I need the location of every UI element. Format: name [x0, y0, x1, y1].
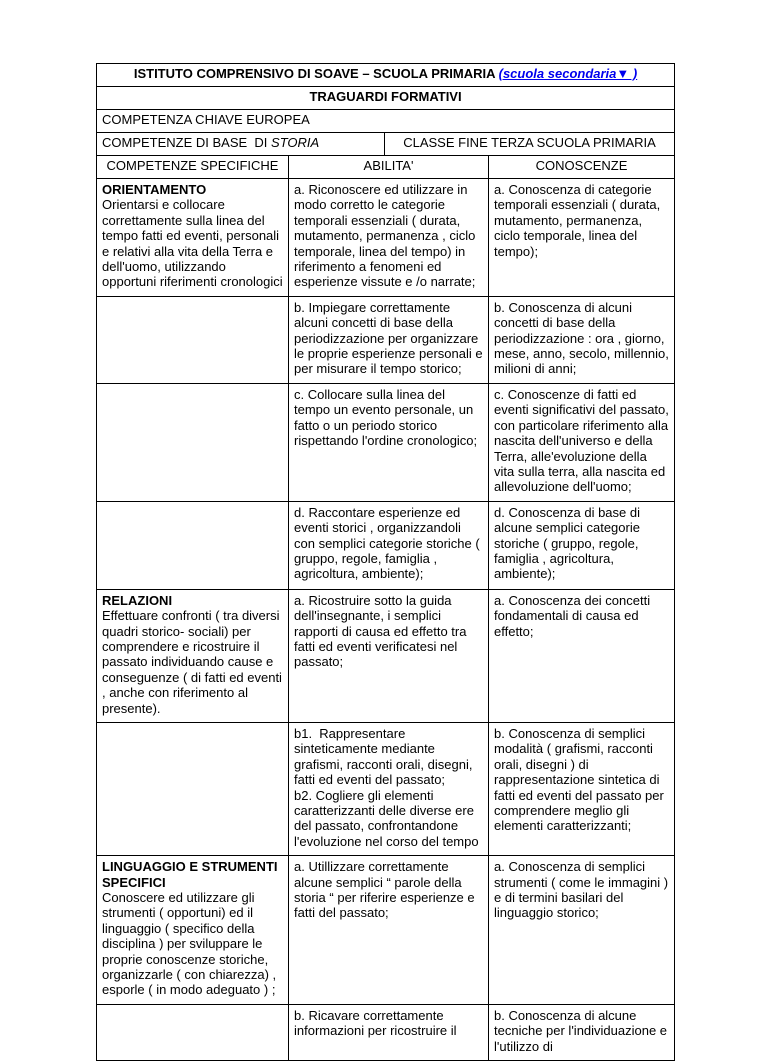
column-header-row	[97, 156, 675, 179]
traguardi-cell	[97, 87, 675, 110]
conoscenze-cell: a. Conoscenza di categorie temporali essenziali ( durata, mutamento, permanenza, ciclo temporale, linea del tempo);	[489, 179, 675, 297]
traguardi-heading: TRAGUARDI FORMATIVI	[309, 89, 462, 104]
competenza-cell	[97, 856, 289, 1005]
competenza-cell-empty	[97, 383, 289, 501]
classe-label: CLASSE FINE TERZA SCUOLA PRIMARIA	[403, 135, 656, 150]
competenza-cell	[97, 589, 289, 722]
table-row	[97, 296, 675, 383]
competenza-text: Effettuare confronti ( tra diversi quadri storico- sociali) per comprendere e ricostruire il passato individuando cause e conseguenze ( di fatti ed eventi , anche con riferimento al presente).	[102, 608, 282, 716]
conoscenze-cell: c. Conoscenze di fatti ed eventi significativi del passato, con particolare riferimento alla nascita dell'universo e della Terra, alle'evoluzione della vita sulla terra, alla nascita ed allevoluzione dell'uomo;	[489, 383, 675, 501]
competenza-cell-empty	[97, 722, 289, 855]
abilita-cell: b1. Rappresentare sinteticamente mediante grafismi, racconti orali, disegni, fatti ed eventi del passato; b2. Cogliere gli elementi caratterizzanti delle diverse ere del passato, confrontandone l'evoluzione nel corso del tempo	[289, 722, 489, 855]
table-row	[97, 179, 675, 297]
conoscenze-cell: b. Conoscenza di alcune tecniche per l'individuazione e l'utilizzo di	[489, 1004, 675, 1060]
school-title: ISTITUTO COMPRENSIVO DI SOAVE – SCUOLA PRIMARIA	[133, 66, 495, 81]
competenza-cell-empty	[97, 296, 289, 383]
competenza-cell	[97, 179, 289, 297]
competenze-base-row	[97, 133, 675, 156]
conoscenze-cell: a. Conoscenza di semplici strumenti ( come le immagini ) e di termini basilari del linguaggio storico;	[489, 856, 675, 1005]
school-title-cell	[97, 64, 675, 87]
abilita-cell: a. Utillizzare correttamente alcune semplici “ parole della storia “ per riferire esperienze e fatti del passato;	[289, 856, 489, 1005]
competenza-title: LINGUAGGIO E STRUMENTI SPECIFICI	[102, 859, 278, 890]
competenze-base-label: COMPETENZE DI BASE DI	[102, 135, 272, 150]
table-row	[97, 1004, 675, 1060]
table-row	[97, 722, 675, 855]
competenza-text: Orientarsi e collocare correttamente sulla linea del tempo fatti ed eventi, personali e relativi alla vita della Terra e dell'uomo, utilizzando opportuni riferimenti cronologici	[102, 197, 283, 290]
curriculum-table	[96, 63, 675, 1061]
table-row	[97, 501, 675, 589]
document-page	[96, 63, 674, 1061]
abilita-cell: a. Ricostruire sotto la guida dell'insegnante, i semplici rapporti di causa ed effetto tra fatti ed eventi verificatesi nel passato;	[289, 589, 489, 722]
abilita-cell: c. Collocare sulla linea del tempo un evento personale, un fatto o un periodo storico rispettando l'ordine cronologico;	[289, 383, 489, 501]
competenze-base-cell	[97, 133, 385, 156]
conoscenze-cell: b. Conoscenza di alcuni concetti di base della periodizzazione : ora , giorno, mese, anno, secolo, millennio, milioni di anni;	[489, 296, 675, 383]
table-row	[97, 589, 675, 722]
secondary-school-link[interactable]: (scuola secondaria▼ )	[498, 66, 638, 81]
abilita-cell: b. Ricavare correttamente informazioni per ricostruire il	[289, 1004, 489, 1060]
col-header-abilita: ABILITA'	[289, 156, 489, 179]
abilita-cell: b. Impiegare correttamente alcuni concetti di base della periodizzazione per organizzare le proprie esperienze personali e per misurare il tempo storico;	[289, 296, 489, 383]
table-row	[97, 383, 675, 501]
competenza-text: Conoscere ed utilizzare gli strumenti ( opportuni) ed il linguaggio ( specifico della disciplina ) per sviluppare le proprie conoscenze storiche, organizzarle ( con chiarezza) , esporle ( in modo adeguato ) ;	[102, 890, 277, 998]
competenza-title: RELAZIONI	[102, 592, 173, 608]
competenza-cell-empty	[97, 501, 289, 589]
conoscenze-cell: d. Conoscenza di base di alcune semplici categorie storiche ( gruppo, regole, famiglia , agricoltura, ambiente);	[489, 501, 675, 589]
competenza-chiave-cell	[97, 110, 675, 133]
title-row	[97, 64, 675, 87]
competenza-cell-empty	[97, 1004, 289, 1060]
subject-name: STORIA	[271, 135, 320, 150]
competenza-chiave-row	[97, 110, 675, 133]
competenza-chiave-label: COMPETENZA CHIAVE EUROPEA	[102, 112, 310, 127]
conoscenze-cell: a. Conoscenza dei concetti fondamentali di causa ed effetto;	[489, 589, 675, 722]
classe-cell	[385, 133, 675, 156]
abilita-cell: d. Raccontare esperienze ed eventi storici , organizzandoli con semplici categorie storiche ( gruppo, regole, famiglia , agricoltura, ambiente);	[289, 501, 489, 589]
col-header-conoscenze: CONOSCENZE	[489, 156, 675, 179]
table-row	[97, 856, 675, 1005]
conoscenze-cell: b. Conoscenza di semplici modalità ( grafismi, racconti orali, disegni ) di rappresentazione sintetica di fatti ed eventi del passato per comprendere meglio gli elementi caratterizzanti;	[489, 722, 675, 855]
competenza-title: ORIENTAMENTO	[102, 182, 207, 197]
abilita-cell: a. Riconoscere ed utilizzare in modo corretto le categorie temporali essenziali ( durata, mutamento, permanenza , ciclo temporale, linea del tempo) in riferimento a fenomeni ed esperienze vissute e /o narrate;	[289, 179, 489, 297]
traguardi-row	[97, 87, 675, 110]
col-header-competenze: COMPETENZE SPECIFICHE	[97, 156, 289, 179]
